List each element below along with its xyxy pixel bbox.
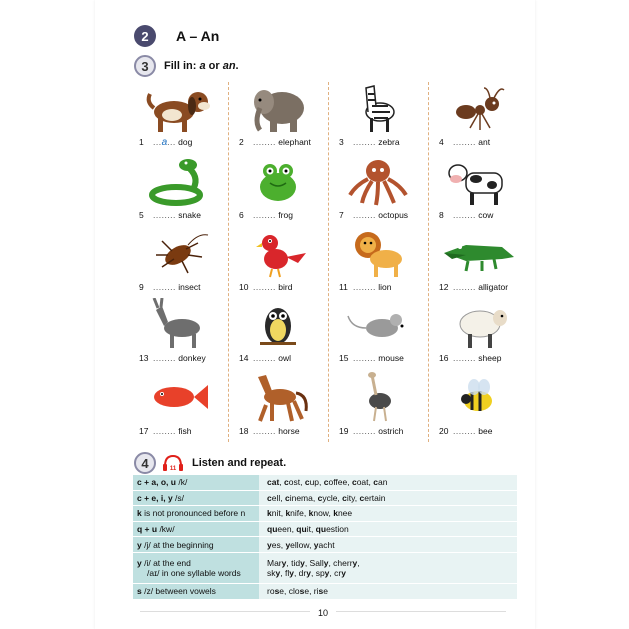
rule-cell [133, 522, 259, 538]
exercise-item [232, 82, 332, 154]
rule-row [133, 522, 517, 538]
answer-blank: ........ [353, 137, 376, 147]
word-text: ell, [271, 492, 285, 503]
highlighted-letters: y [324, 567, 330, 578]
exercise-item [232, 227, 332, 299]
rule-detail: is not pronounced before n [141, 508, 246, 519]
rule-detail: /i/ at the end [141, 557, 191, 568]
section-4-heading [134, 452, 286, 474]
example-words [267, 508, 352, 518]
answer-blank: ........ [153, 353, 176, 363]
item-number: 15 [339, 353, 349, 363]
rule-row [133, 475, 517, 491]
item-label [239, 210, 293, 220]
word-text: nit, [271, 508, 286, 519]
track-number: 11 [169, 466, 177, 472]
highlighted-letters: y [281, 557, 287, 568]
item-word: snake [178, 210, 201, 220]
word-text: ycle, [322, 492, 343, 503]
item-number: 13 [139, 353, 149, 363]
word-text: nee [337, 508, 353, 519]
section-3-heading [134, 55, 239, 77]
rule-row [133, 584, 517, 600]
item-label [239, 282, 292, 292]
item-word: elephant [278, 137, 311, 147]
example-words-cell [259, 475, 517, 491]
example-words-cell [259, 522, 517, 538]
highlighted-letters: s [274, 586, 280, 597]
word-text: , cr [329, 567, 342, 578]
highlighted-letters: s [299, 586, 305, 597]
item-word: lion [378, 282, 392, 292]
highlighted-letters: y [267, 539, 272, 550]
item-word: ant [478, 137, 491, 147]
word-text: now, [313, 508, 334, 519]
word-text: ity, [346, 492, 360, 503]
highlighted-letters: c [304, 477, 310, 488]
lion-icon [342, 227, 414, 279]
section-number-badge: 4 [134, 452, 156, 474]
item-number: 19 [339, 426, 349, 436]
word-text: es, [271, 539, 286, 550]
example-words-cell [259, 506, 517, 522]
word-text: sk [267, 567, 276, 578]
rule-text [137, 558, 191, 568]
exercise-instruction: Listen and repeat. [192, 457, 287, 469]
exercise-item [332, 298, 432, 370]
rule-key: s [137, 586, 142, 597]
word-text: up, [309, 477, 324, 488]
exercise-item [132, 371, 232, 443]
answer-blank: ........ [453, 282, 476, 292]
item-word: zebra [378, 137, 400, 147]
item-number: 14 [239, 353, 249, 363]
item-word: ostrich [378, 426, 404, 436]
word-text: , Sall [304, 557, 324, 568]
exercise-item [432, 371, 532, 443]
item-number: 5 [139, 210, 144, 220]
rule-key: c + e, i, y [137, 492, 173, 503]
word-text: nife, [290, 508, 309, 519]
instruction-text: or [205, 60, 223, 72]
word-text: e, clo [279, 586, 300, 597]
item-number: 12 [439, 282, 449, 292]
word-text: een, [277, 524, 297, 535]
instruction-option-an: an [222, 60, 236, 72]
word-text: , dr [293, 567, 307, 578]
highlighted-letters: c [267, 492, 272, 503]
footer-rule [140, 611, 310, 612]
item-number: 3 [339, 137, 344, 147]
rule-key: y [137, 539, 142, 550]
exercise-instruction [164, 60, 239, 72]
item-label [439, 426, 492, 436]
item-word: bee [478, 426, 493, 436]
rule-cell [133, 537, 259, 553]
highlighted-letters: y [313, 539, 319, 550]
item-number: 2 [239, 137, 244, 147]
exercise-item [332, 82, 432, 154]
item-label [139, 426, 192, 436]
rule-text [137, 508, 245, 518]
answer-blank: ........ [453, 353, 476, 363]
answer-blank: ... [153, 137, 162, 147]
item-label [439, 210, 493, 220]
item-label [339, 137, 400, 147]
word-text: it, [306, 524, 316, 535]
exercise-item [332, 371, 432, 443]
page-number: 10 [318, 608, 329, 618]
highlighted-letters: c [342, 492, 347, 503]
example-words [267, 524, 349, 534]
answer-blank: ........ [253, 210, 276, 220]
cow-icon [442, 155, 514, 207]
item-number: 18 [239, 426, 249, 436]
donkey-icon [142, 298, 214, 350]
item-word: insect [178, 282, 201, 292]
word-text: , sp [310, 567, 325, 578]
item-number: 11 [339, 282, 348, 292]
rule-detail: /z/ between vowels [141, 586, 216, 597]
item-word: donkey [178, 353, 206, 363]
ostrich-icon [342, 371, 414, 423]
item-label [239, 353, 291, 363]
word-text: inema, [289, 492, 318, 503]
item-number: 4 [439, 137, 444, 147]
item-word: mouse [378, 353, 404, 363]
example-words-cell [259, 537, 517, 553]
item-label [139, 282, 201, 292]
example-words [267, 586, 328, 596]
answer-blank: ........ [453, 210, 476, 220]
item-word: owl [278, 353, 292, 363]
item-word: frog [278, 210, 293, 220]
highlighted-letters: c [284, 477, 289, 488]
rule-detail: /kw/ [157, 524, 175, 535]
rule-text [137, 586, 216, 596]
highlighted-letters: s [318, 586, 324, 597]
highlighted-letters: c [317, 492, 323, 503]
exercise-item [132, 298, 232, 370]
item-number: 20 [439, 426, 449, 436]
exercise-item [232, 298, 332, 370]
exercise-item [432, 82, 532, 154]
rule-row [133, 506, 517, 522]
section-title: A – An [176, 28, 220, 44]
answer-blank: ........ [153, 282, 176, 292]
rule-key: k [137, 508, 142, 519]
answer-blank: ........ [353, 210, 376, 220]
word-text: ellow, [290, 539, 314, 550]
rule-text [137, 493, 184, 503]
item-number: 16 [439, 353, 449, 363]
word-text: , tid [286, 557, 301, 568]
answer-blank: ........ [253, 426, 276, 436]
highlighted-letters: qu [296, 524, 307, 535]
rule-cell [133, 506, 259, 522]
snake-icon [142, 155, 214, 207]
rule-cell [133, 475, 259, 491]
example-words [267, 558, 360, 568]
highlighted-letters: y [289, 567, 294, 578]
highlighted-letters: y [352, 557, 358, 568]
word-text: ost, [288, 477, 305, 488]
audio-track[interactable] [162, 454, 184, 472]
instruction-text: Fill in: [164, 60, 200, 72]
item-word: cow [478, 210, 494, 220]
instruction-option-a: a [199, 60, 206, 72]
highlighted-letters: c [359, 492, 365, 503]
word-text: Mar [267, 557, 282, 568]
word-text: e [323, 586, 328, 597]
word-text: offee, [328, 477, 352, 488]
item-label [139, 137, 192, 148]
highlighted-letters: k [308, 508, 314, 519]
rule-detail: /j/ at the beginning [141, 539, 214, 550]
answer-blank: ........ [453, 426, 476, 436]
sheep-icon [442, 298, 514, 350]
section-number-badge: 2 [134, 25, 156, 47]
item-label [439, 353, 501, 363]
example-words [267, 540, 335, 550]
octopus-icon [342, 155, 414, 207]
word-text: ertain [364, 492, 386, 503]
item-word: bird [278, 282, 293, 292]
word-text: acht [318, 539, 335, 550]
highlighted-letters: k [267, 508, 272, 519]
zebra-icon [342, 82, 414, 134]
word-text: e, ri [304, 586, 319, 597]
item-label [439, 137, 490, 147]
rule-key: y [137, 557, 142, 568]
highlighted-letters: qu [267, 524, 278, 535]
rule-detail: /s/ [172, 492, 185, 503]
exercise-item [432, 298, 532, 370]
answer-blank: ........ [153, 426, 176, 436]
highlighted-letters: y [341, 567, 346, 578]
word-text: , [279, 477, 285, 488]
rule-detail: /aɪ/ in one syllable words [147, 567, 241, 578]
word-text: , fl [280, 567, 290, 578]
highlighted-letters: k [333, 508, 338, 519]
item-word: sheep [478, 353, 502, 363]
fish-icon [142, 371, 214, 423]
highlighted-letters: c [284, 492, 290, 503]
item-word: fish [178, 426, 192, 436]
exercise-item [332, 227, 432, 299]
word-text: estion [326, 524, 349, 535]
highlighted-letters: y [323, 557, 329, 568]
elephant-icon [242, 82, 314, 134]
highlighted-letters: qu [315, 524, 327, 535]
exercise-item [132, 227, 232, 299]
item-number: 1 [139, 137, 144, 147]
item-label [339, 353, 404, 363]
headphones-icon [162, 454, 184, 472]
section-number-badge: 3 [134, 55, 156, 77]
example-words-cell [259, 553, 517, 584]
exercise-item [332, 155, 432, 227]
instruction-text: . [235, 60, 239, 72]
highlighted-letters: y [285, 539, 291, 550]
word-text: , cherr [328, 557, 353, 568]
item-word: dog [178, 137, 193, 147]
example-words [267, 568, 346, 578]
rule-text [137, 524, 175, 534]
exercise-item [432, 227, 532, 299]
exercise-item [132, 155, 232, 227]
item-number: 9 [139, 282, 144, 292]
highlighted-letters: k [285, 508, 291, 519]
rule-row [133, 491, 517, 507]
rule-cell [133, 491, 259, 507]
answer-blank: ........ [153, 210, 176, 220]
dog-icon [142, 82, 214, 134]
word-text: , [357, 557, 360, 568]
rule-cell [133, 584, 259, 600]
answer-blank: ... [167, 137, 176, 147]
bird-icon [242, 227, 314, 279]
item-number: 17 [139, 426, 149, 436]
footer-rule [336, 611, 506, 612]
example-words [267, 493, 385, 503]
answer-blank: ........ [353, 353, 376, 363]
horse-icon [242, 371, 314, 423]
example-words-cell [259, 584, 517, 600]
item-label [139, 353, 206, 363]
rule-key: c + a, o, u [137, 477, 176, 488]
phonics-rules-table [133, 475, 517, 600]
mouse-icon [342, 298, 414, 350]
answer-blank: ........ [353, 426, 376, 436]
item-word: alligator [478, 282, 509, 292]
highlighted-letters: c [351, 477, 357, 488]
highlighted-letters: y [306, 567, 311, 578]
item-label [339, 282, 392, 292]
rule-text [137, 540, 214, 550]
answer-blank: ........ [353, 282, 376, 292]
rule-row [133, 553, 517, 584]
section-2-heading [134, 25, 219, 47]
item-word: horse [278, 426, 300, 436]
word-text: ro [267, 586, 275, 597]
item-label [139, 210, 201, 220]
answer-blank: ........ [253, 282, 276, 292]
answer-blank: ........ [253, 353, 276, 363]
item-number: 8 [439, 210, 444, 220]
rule-cell [133, 553, 259, 584]
word-text: an [377, 477, 388, 488]
item-number: 10 [239, 282, 249, 292]
exercise-item [232, 155, 332, 227]
item-label [339, 210, 408, 220]
owl-icon [242, 298, 314, 350]
rule-row [133, 537, 517, 553]
answer-blank: ........ [253, 137, 276, 147]
answer-blank: ........ [453, 137, 476, 147]
item-number: 7 [339, 210, 344, 220]
exercise-item [432, 155, 532, 227]
ant-icon [442, 82, 514, 134]
exercise-item [132, 82, 232, 154]
highlighted-letters: y [300, 557, 305, 568]
example-words [267, 477, 387, 487]
alligator-icon [442, 227, 514, 279]
item-label [339, 426, 403, 436]
highlighted-letters: cat [267, 477, 280, 488]
highlighted-letters: c [323, 477, 329, 488]
example-answer: a [161, 137, 168, 148]
rule-detail: /k/ [175, 477, 188, 488]
item-word: octopus [378, 210, 409, 220]
item-label [439, 282, 508, 292]
highlighted-letters: c [373, 477, 378, 488]
word-text: oat, [356, 477, 374, 488]
rule-key: q + u [137, 524, 158, 535]
item-label [239, 137, 311, 147]
item-label [239, 426, 300, 436]
item-number: 6 [239, 210, 244, 220]
example-words-cell [259, 491, 517, 507]
insect-icon [142, 227, 214, 279]
exercise-item [232, 371, 332, 443]
rule-text [137, 477, 187, 487]
highlighted-letters: y [275, 567, 281, 578]
bee-icon [442, 371, 514, 423]
frog-icon [242, 155, 314, 207]
